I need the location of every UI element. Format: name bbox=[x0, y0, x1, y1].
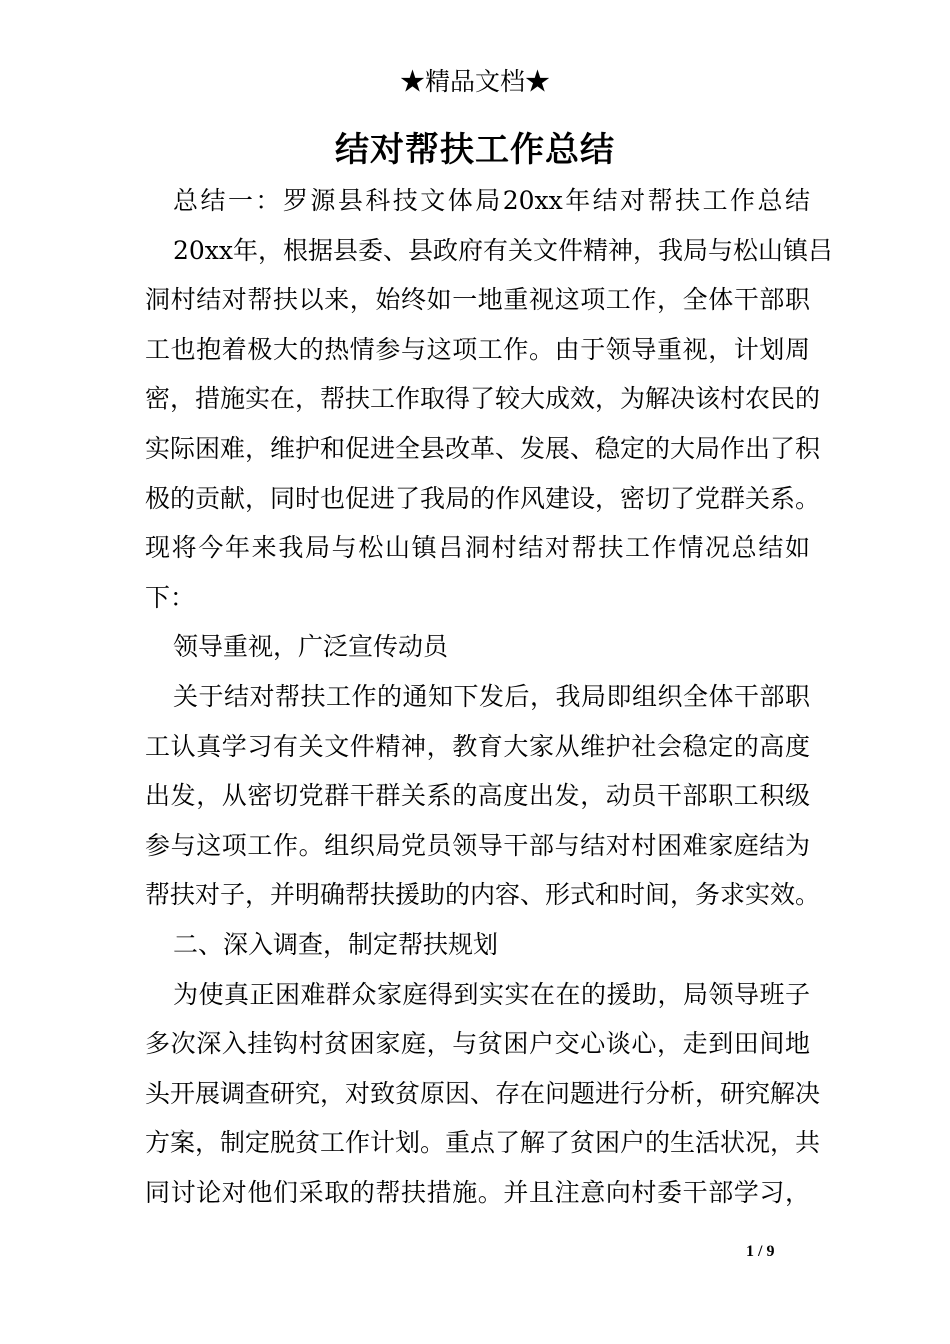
body-line: 密，措施实在，帮扶工作取得了较大成效，为解决该村农民的 bbox=[145, 384, 821, 414]
body-line: 洞村结对帮扶以来，始终如一地重视这项工作，全体干部职 bbox=[145, 285, 810, 315]
body-line: 极的贡献，同时也促进了我局的作风建设，密切了党群关系。 bbox=[145, 483, 821, 513]
body-line: 方案，制定脱贫工作计划。重点了解了贫困户的生活状况，共 bbox=[145, 1128, 821, 1158]
body-line: 为使真正困难群众家庭得到实实在在的援助，局领导班子 bbox=[173, 979, 810, 1009]
document-body bbox=[145, 176, 834, 1217]
body-line: 参与这项工作。组织局党员领导干部与结对村困难家庭结为 bbox=[145, 830, 810, 860]
body-line: 头开展调查研究，对致贫原因、存在问题进行分析，研究解决 bbox=[145, 1078, 821, 1108]
header-mark: ★精品文档★ bbox=[399, 67, 550, 96]
body-line: 下： bbox=[145, 582, 196, 612]
body-line: 同讨论对他们采取的帮扶措施。并且注意向村委干部学习， bbox=[145, 1177, 810, 1207]
body-line: 现将今年来我局与松山镇吕洞村结对帮扶工作情况总结如 bbox=[145, 533, 810, 563]
body-line: 总结一：罗源县科技文体局20xx年结对帮扶工作总结 bbox=[173, 186, 810, 215]
body-line: 二、深入调查，制定帮扶规划 bbox=[173, 929, 499, 959]
body-line: 20xx年，根据县委、县政府有关文件精神，我局与松山镇吕 bbox=[173, 235, 834, 265]
body-line: 工认真学习有关文件精神，教育大家从维护社会稳定的高度 bbox=[145, 731, 810, 761]
body-line: 帮扶对子，并明确帮扶援助的内容、形式和时间，务求实效。 bbox=[145, 880, 821, 910]
page-number: 1 / 9 bbox=[746, 1243, 775, 1260]
body-line: 实际困难，维护和促进全县改革、发展、稳定的大局作出了积 bbox=[145, 433, 821, 463]
body-line: 关于结对帮扶工作的通知下发后，我局即组织全体干部职 bbox=[173, 681, 810, 711]
body-line: 多次深入挂钩村贫困家庭，与贫困户交心谈心，走到田间地 bbox=[145, 1029, 810, 1059]
body-line: 领导重视，广泛宣传动员 bbox=[173, 632, 449, 662]
document-title: 结对帮扶工作总结 bbox=[335, 130, 615, 170]
body-line: 出发，从密切党群干群关系的高度出发，动员干部职工积级 bbox=[145, 781, 810, 811]
body-line: 工也抱着极大的热情参与这项工作。由于领导重视，计划周 bbox=[145, 334, 810, 364]
